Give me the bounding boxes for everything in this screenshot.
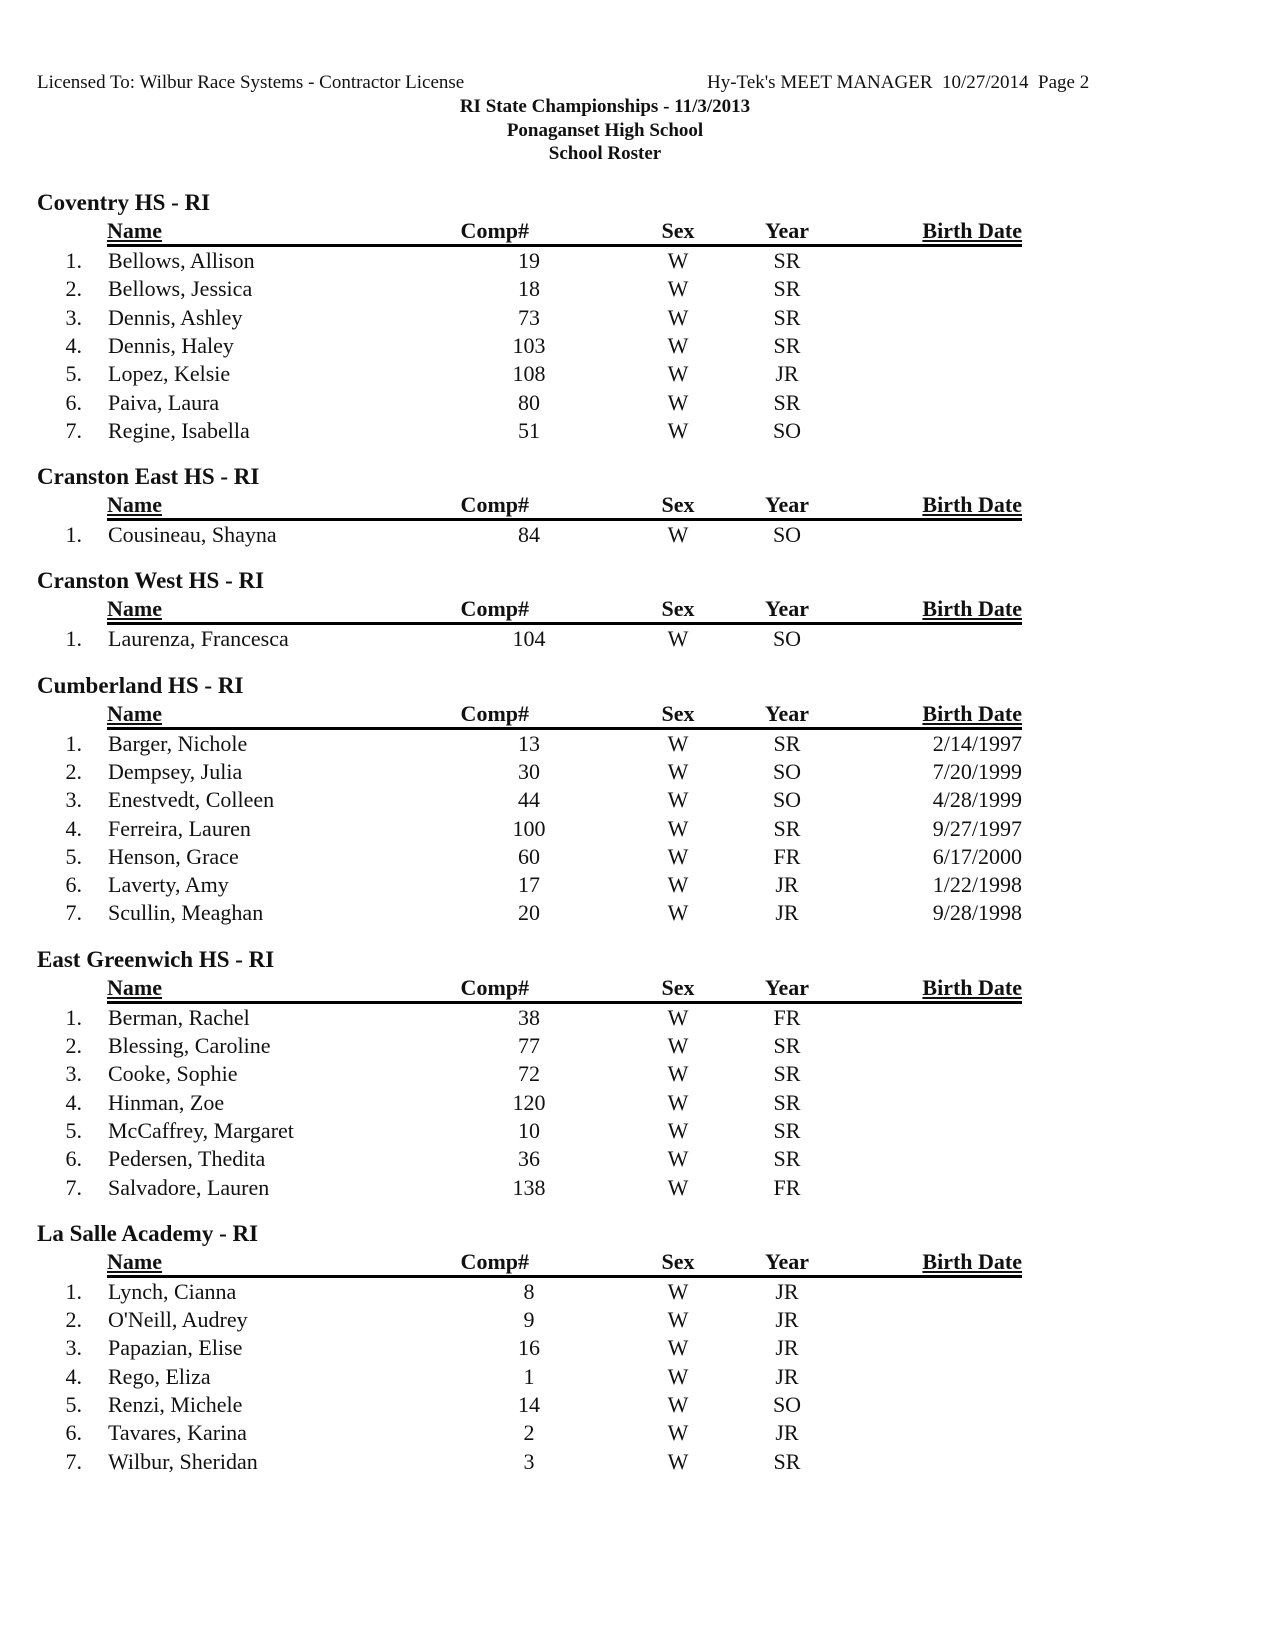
athlete-comp-number: 77	[518, 1033, 540, 1059]
athlete-sex: W	[667, 1004, 689, 1030]
athlete-name: O'Neill, Audrey	[108, 1307, 248, 1333]
column-header-year-label: Year	[765, 700, 809, 726]
athlete-year: FR	[773, 1004, 801, 1030]
column-header-birth-date: Birth Date	[922, 218, 1022, 243]
athlete-name: Dennis, Haley	[108, 332, 234, 358]
venue-title: Ponaganset High School	[506, 120, 704, 141]
athlete-name: Salvadore, Lauren	[108, 1174, 270, 1200]
column-header-name: Name	[107, 218, 162, 243]
athlete-year: SR	[773, 1061, 801, 1087]
athlete-name: Wilbur, Sheridan	[108, 1448, 258, 1474]
athlete-year: FR	[773, 843, 801, 869]
athlete-number: 1.	[65, 730, 82, 756]
license-line: Licensed To: Wilbur Race Systems - Contractor License	[37, 72, 465, 93]
athlete-sex: W	[667, 1061, 689, 1087]
athlete-comp-number: 9	[523, 1307, 535, 1333]
athlete-name: Hinman, Zoe	[108, 1089, 225, 1115]
athlete-name: Regine, Isabella	[108, 417, 250, 443]
athlete-row	[0, 626, 1275, 654]
school-name: Cumberland HS - RI	[37, 672, 244, 698]
athlete-number: 6.	[65, 872, 82, 898]
athlete-number: 7.	[65, 417, 82, 443]
athlete-row	[0, 900, 1275, 928]
column-header-year-label: Year	[765, 974, 809, 1000]
athlete-comp-number: 84	[518, 522, 540, 548]
athlete-row	[0, 759, 1275, 787]
athlete-number: 1.	[65, 1004, 82, 1030]
athlete-number: 4.	[65, 815, 82, 841]
athlete-number: 2.	[65, 276, 82, 302]
column-header-name: Name	[107, 596, 162, 622]
athlete-name: Cousineau, Shayna	[108, 522, 277, 548]
athlete-row	[0, 1175, 1275, 1203]
athlete-name: Henson, Grace	[108, 843, 239, 869]
athlete-year: SR	[773, 1033, 801, 1059]
athlete-year: SR	[773, 332, 801, 358]
athlete-comp-number: 44	[518, 787, 540, 813]
column-header-sex-label: Sex	[661, 492, 695, 518]
athlete-name: Tavares, Karina	[108, 1420, 247, 1446]
athlete-year: SR	[773, 248, 801, 273]
report-title: School Roster	[548, 143, 662, 164]
column-header-row	[107, 701, 1022, 730]
athlete-comp-number: 19	[518, 248, 540, 273]
athlete-number: 6.	[65, 1420, 82, 1446]
athlete-comp-number: 103	[512, 332, 546, 358]
athlete-comp-number: 16	[518, 1335, 540, 1361]
athlete-row	[0, 1449, 1275, 1477]
athlete-row	[0, 1061, 1275, 1089]
athlete-number: 4.	[65, 1089, 82, 1115]
column-header-comp-label: Comp#	[460, 974, 530, 1000]
athlete-row	[0, 844, 1275, 872]
athlete-comp-number: 13	[518, 730, 540, 756]
athlete-name: Enestvedt, Colleen	[108, 787, 275, 813]
athlete-name: Barger, Nichole	[108, 730, 248, 756]
athlete-row	[0, 1118, 1275, 1146]
athlete-row	[0, 1307, 1275, 1335]
athlete-year: SR	[773, 304, 801, 330]
athlete-sex: W	[667, 332, 689, 358]
athlete-sex: W	[667, 1420, 689, 1446]
athlete-sex: W	[667, 758, 689, 784]
athlete-number: 1.	[65, 1278, 82, 1304]
athlete-number: 4.	[65, 1363, 82, 1389]
athlete-comp-number: 2	[523, 1420, 535, 1446]
athlete-sex: W	[667, 843, 689, 869]
athlete-year: SO	[772, 1392, 802, 1418]
athlete-year: FR	[773, 1174, 801, 1200]
athlete-comp-number: 18	[518, 276, 540, 302]
athlete-row	[0, 1090, 1275, 1118]
athlete-name: Paiva, Laura	[108, 389, 220, 415]
athlete-number: 1.	[65, 626, 82, 652]
athlete-sex: W	[667, 361, 689, 387]
athlete-sex: W	[667, 787, 689, 813]
athlete-birth-date: 4/28/1999	[932, 787, 1022, 813]
athlete-comp-number: 73	[518, 304, 540, 330]
column-header-year-label: Year	[765, 596, 809, 622]
athlete-comp-number: 14	[518, 1392, 540, 1418]
column-header-year-label: Year	[765, 1248, 809, 1274]
athlete-year: JR	[775, 361, 799, 387]
column-header-birth-date: Birth Date	[922, 596, 1022, 622]
athlete-year: SO	[772, 787, 802, 813]
school-name: Cranston East HS - RI	[37, 464, 260, 490]
athlete-sex: W	[667, 1278, 689, 1304]
athlete-name: Ferreira, Lauren	[108, 815, 251, 841]
athlete-number: 3.	[65, 1335, 82, 1361]
athlete-number: 5.	[65, 843, 82, 869]
meet-title: RI State Championships - 11/3/2013	[459, 96, 751, 117]
athlete-sex: W	[667, 730, 689, 756]
athlete-year: SR	[773, 815, 801, 841]
athlete-year: SR	[773, 1117, 801, 1143]
column-header-name: Name	[107, 700, 162, 726]
column-header-comp-label: Comp#	[460, 700, 530, 726]
athlete-number: 4.	[65, 332, 82, 358]
athlete-sex: W	[667, 417, 689, 443]
athlete-sex: W	[667, 872, 689, 898]
athlete-year: JR	[775, 900, 799, 926]
athlete-sex: W	[667, 1363, 689, 1389]
athlete-row	[0, 305, 1275, 333]
athlete-sex: W	[667, 1392, 689, 1418]
column-header-sex-label: Sex	[661, 1248, 695, 1274]
athlete-year: SR	[773, 1146, 801, 1172]
athlete-sex: W	[667, 1146, 689, 1172]
athlete-birth-date: 9/28/1998	[932, 900, 1022, 926]
athlete-sex: W	[667, 1448, 689, 1474]
column-header-birth-date: Birth Date	[922, 492, 1022, 518]
athlete-comp-number: 138	[512, 1174, 546, 1200]
athlete-year: SR	[773, 276, 801, 302]
athlete-sex: W	[667, 626, 689, 652]
athlete-comp-number: 36	[518, 1146, 540, 1172]
athlete-comp-number: 80	[518, 389, 540, 415]
athlete-name: Rego, Eliza	[108, 1363, 211, 1389]
athlete-name: Lopez, Kelsie	[108, 361, 231, 387]
athlete-sex: W	[667, 1335, 689, 1361]
athlete-sex: W	[667, 1174, 689, 1200]
athlete-sex: W	[667, 815, 689, 841]
athlete-name: Lynch, Cianna	[108, 1278, 237, 1304]
athlete-year: SO	[772, 758, 802, 784]
school-name: Coventry HS - RI	[37, 190, 211, 215]
athlete-number: 7.	[65, 900, 82, 926]
athlete-name: Laurenza, Francesca	[108, 626, 289, 652]
column-header-row	[107, 596, 1022, 625]
athlete-year: JR	[775, 1363, 799, 1389]
athlete-row	[0, 1420, 1275, 1448]
athlete-comp-number: 8	[523, 1278, 535, 1304]
column-header-comp-label: Comp#	[460, 596, 530, 622]
athlete-comp-number: 3	[523, 1448, 535, 1474]
athlete-comp-number: 51	[518, 417, 540, 443]
athlete-comp-number: 60	[518, 843, 540, 869]
athlete-name: Scullin, Meaghan	[108, 900, 264, 926]
column-header-sex-label: Sex	[661, 218, 695, 243]
column-header-comp-label: Comp#	[460, 492, 530, 518]
athlete-name: Dennis, Ashley	[108, 304, 243, 330]
athlete-row	[0, 816, 1275, 844]
athlete-birth-date: 9/27/1997	[932, 815, 1022, 841]
athlete-name: Berman, Rachel	[108, 1004, 250, 1030]
athlete-number: 2.	[65, 1307, 82, 1333]
athlete-sex: W	[667, 900, 689, 926]
column-header-birth-date: Birth Date	[922, 974, 1022, 1000]
athlete-sex: W	[667, 522, 689, 548]
athlete-row	[0, 1364, 1275, 1392]
athlete-number: 3.	[65, 787, 82, 813]
athlete-row	[0, 1279, 1275, 1307]
athlete-name: Blessing, Caroline	[108, 1033, 271, 1059]
athlete-name: McCaffrey, Margaret	[108, 1117, 294, 1143]
athlete-name: Dempsey, Julia	[108, 758, 243, 784]
athlete-number: 2.	[65, 1033, 82, 1059]
athlete-row	[0, 787, 1275, 815]
software-date-page: Hy-Tek's MEET MANAGER 10/27/2014 Page 2	[707, 72, 1090, 93]
athlete-name: Pedersen, Thedita	[108, 1146, 266, 1172]
athlete-number: 6.	[65, 1146, 82, 1172]
athlete-year: SO	[772, 417, 802, 443]
athlete-comp-number: 108	[512, 361, 546, 387]
athlete-sex: W	[667, 1089, 689, 1115]
athlete-row	[0, 333, 1275, 361]
athlete-sex: W	[667, 304, 689, 330]
athlete-comp-number: 104	[512, 626, 546, 652]
athlete-comp-number: 30	[518, 758, 540, 784]
athlete-year: SR	[773, 389, 801, 415]
athlete-sex: W	[667, 248, 689, 273]
athlete-name: Bellows, Allison	[108, 248, 255, 273]
athlete-number: 6.	[65, 389, 82, 415]
athlete-number: 5.	[65, 1117, 82, 1143]
column-header-name: Name	[107, 492, 162, 518]
athlete-year: SR	[773, 730, 801, 756]
athlete-comp-number: 17	[518, 872, 540, 898]
athlete-year: SO	[772, 626, 802, 652]
athlete-comp-number: 20	[518, 900, 540, 926]
column-header-birth-date: Birth Date	[922, 700, 1022, 726]
athlete-row	[0, 390, 1275, 418]
athlete-row	[0, 361, 1275, 389]
athlete-row	[0, 276, 1275, 304]
column-header-birth-date: Birth Date	[922, 1248, 1022, 1274]
athlete-row	[0, 418, 1275, 446]
athlete-name: Renzi, Michele	[108, 1392, 243, 1418]
athlete-year: JR	[775, 872, 799, 898]
athlete-comp-number: 72	[518, 1061, 540, 1087]
athlete-year: SO	[772, 522, 802, 548]
athlete-name: Laverty, Amy	[108, 872, 229, 898]
school-name: East Greenwich HS - RI	[37, 946, 275, 972]
column-header-sex-label: Sex	[661, 596, 695, 622]
athlete-name: Papazian, Elise	[108, 1335, 243, 1361]
athlete-number: 1.	[65, 248, 82, 273]
athlete-year: SR	[773, 1448, 801, 1474]
athlete-birth-date: 1/22/1998	[932, 872, 1022, 898]
athlete-birth-date: 6/17/2000	[932, 843, 1022, 869]
column-header-row	[107, 218, 1022, 247]
athlete-number: 5.	[65, 361, 82, 387]
column-header-year-label: Year	[765, 218, 809, 243]
athlete-number: 1.	[65, 522, 82, 548]
athlete-year: JR	[775, 1335, 799, 1361]
athlete-name: Cooke, Sophie	[108, 1061, 238, 1087]
athlete-number: 3.	[65, 304, 82, 330]
athlete-row	[0, 731, 1275, 759]
athlete-comp-number: 120	[512, 1089, 546, 1115]
column-header-row	[107, 975, 1022, 1004]
athlete-birth-date: 7/20/1999	[932, 758, 1022, 784]
column-header-name: Name	[107, 1248, 162, 1274]
column-header-row	[107, 1249, 1022, 1278]
column-header-comp-label: Comp#	[460, 1248, 530, 1274]
column-header-comp-label: Comp#	[460, 218, 530, 243]
athlete-year: JR	[775, 1278, 799, 1304]
athlete-row	[0, 1146, 1275, 1174]
athlete-number: 7.	[65, 1448, 82, 1474]
athlete-number: 5.	[65, 1392, 82, 1418]
athlete-row	[0, 1335, 1275, 1363]
athlete-sex: W	[667, 1033, 689, 1059]
athlete-sex: W	[667, 389, 689, 415]
athlete-number: 7.	[65, 1174, 82, 1200]
athlete-row	[0, 522, 1275, 550]
athlete-number: 3.	[65, 1061, 82, 1087]
athlete-comp-number: 100	[512, 815, 546, 841]
column-header-year-label: Year	[765, 492, 809, 518]
athlete-sex: W	[667, 276, 689, 302]
athlete-row	[0, 248, 1275, 276]
column-header-sex-label: Sex	[661, 974, 695, 1000]
athlete-year: JR	[775, 1420, 799, 1446]
athlete-comp-number: 1	[523, 1363, 535, 1389]
column-header-sex-label: Sex	[661, 700, 695, 726]
athlete-row	[0, 1392, 1275, 1420]
athlete-comp-number: 10	[518, 1117, 540, 1143]
column-header-name: Name	[107, 974, 162, 1000]
athlete-sex: W	[667, 1307, 689, 1333]
school-name: La Salle Academy - RI	[37, 1220, 259, 1246]
athlete-name: Bellows, Jessica	[108, 276, 253, 302]
athlete-row	[0, 872, 1275, 900]
athlete-year: SR	[773, 1089, 801, 1115]
column-header-row	[107, 492, 1022, 521]
athlete-year: JR	[775, 1307, 799, 1333]
athlete-number: 2.	[65, 758, 82, 784]
athlete-sex: W	[667, 1117, 689, 1143]
athlete-comp-number: 38	[518, 1004, 540, 1030]
athlete-row	[0, 1033, 1275, 1061]
athlete-birth-date: 2/14/1997	[932, 730, 1022, 756]
athlete-row	[0, 1005, 1275, 1033]
school-name: Cranston West HS - RI	[37, 568, 265, 594]
